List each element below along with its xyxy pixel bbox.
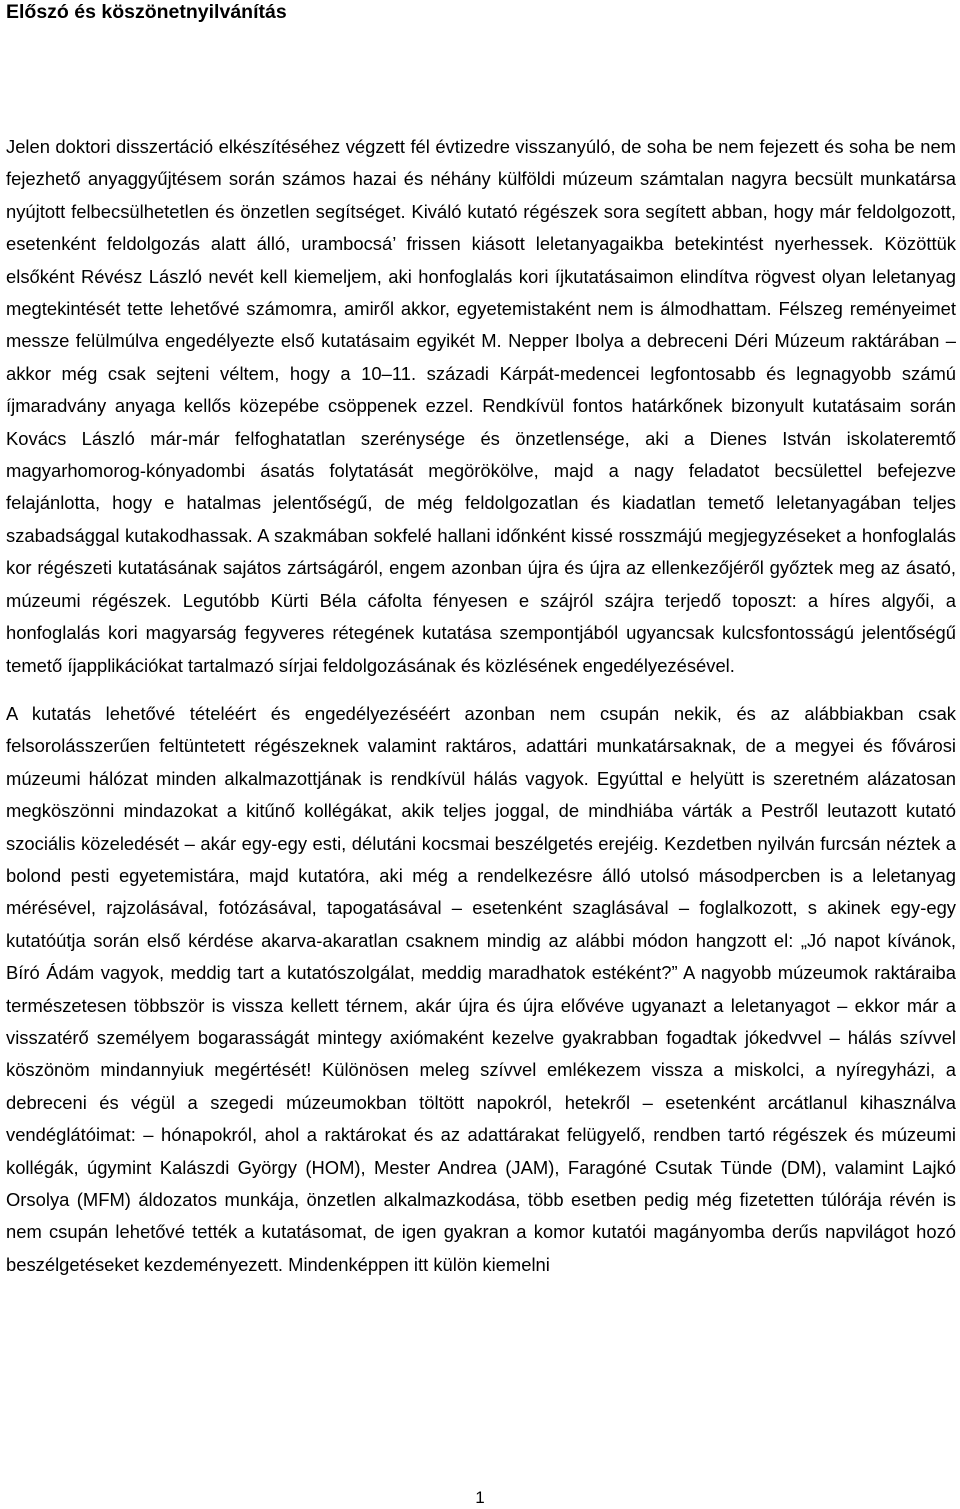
document-page [6, 0, 956, 1281]
paragraph-2: A kutatás lehetővé tételéért és engedélyezéséért azonban nem csupán nekik, és az alábbiakban csak felsorolásszerűen feltüntetett régészeknek valamint raktáros, adattári munkatársaknak, de a megyei és fővárosi múzeumi hálózat minden alkalmazottjának is rendkívül hálás vagyok. Egyúttal e helyütt is szeretném alázatosan megköszönni mindazokat a kitűnő kollégákat, akik teljes joggal, de mindhiába várták a Pestről leutazott kutató szociális közeledését – akár egy-egy esti, délutáni kocsmai beszélgetés erejéig. Kezdetben nyilván furcsán néztek a bolond pesti egyetemistára, majd kutatóra, aki még a rendelkezésre álló utolsó másodpercben is a leletanyag mérésével, rajzolásával, fotózásával, tapogatásával – esetenként szaglásával – foglalkozott, s akinek egy-egy kutatóútja során első kérdése akarva-akaratlan csaknem mindig az alábbi módon hangzott el: „Jó napot kívánok, Bíró Ádám vagyok, meddig tart a kutatószolgálat, meddig maradhatok estéként?” A nagyobb múzeumok raktáraiba természetesen többször is vissza kellett térnem, akár újra és újra elővéve ugyanazt a leletanyagot – ekkor már a visszatérő személyem bogarasságát mintegy axiómaként kezelve gyakrabban fogadtak jókedvvel – hálás szívvel köszönöm mindannyiuk megértését! Különösen meleg szívvel emlékezem vissza a miskolci, a nyíregyházi, a debreceni és végül a szegedi múzeumokban töltött napokról, hetekről – esetenként arcátlanul kihasználva vendéglátóimat: – hónapokról, ahol a raktárokat és az adattárakat felügyelő, rendben tartó régészek és múzeumi kollégák, úgymint Kalászdi György (HOM), Mester Andrea (JAM), Faragóné Csutak Tünde (DM), valamint Lajkó Orsolya (MFM) áldozatos munkája, önzetlen alkalmazkodása, több esetben pedig még fizetetten túlórája révén is nem csupán lehetővé tették a kutatásomat, de igen gyakran a komor kutatói magányomba derűs napvilágot hozó beszélgetéseket kezdeményezett. Mindenképpen itt külön kiemelni [6, 702, 956, 1275]
page-title: Előszó és köszönetnyilvánítás [6, 1, 287, 23]
paragraph-1: Jelen doktori disszertáció elkészítéséhez végzett fél évtizedre visszanyúló, de soha be nem fejezett és soha be nem fejezhető anyaggyűjtésem során számos hazai és néhány külföldi múzeum számtalan nagyra becsült munkatársa nyújtott felbecsülhetetlen és önzetlen segítséget. Kiváló kutató régészek sora segített abban, hogy már feldolgozott, esetenként feldolgozás alatt álló, urambocsá’ frissen kiásott leletanyagaikba betekintést nyerhessek. Közöttük elsőként Révész László nevét kell kiemeljem, aki honfoglalás kori íjkutatásaimon elindítva rögvest olyan leletanyag megtekintését tette lehetővé számomra, amiről akkor, egyetemistaként nem is álmodhattam. Félszeg reményeimet messze felülmúlva engedélyezte első kutatásaim egyikét M. Nepper Ibolya a debreceni Déri Múzeum raktárában – akkor még csak sejteni véltem, hogy a 10–11. századi Kárpát-medencei legfontosabb és legnagyobb számú íjmaradvány anyaga kellős közepébe csöppenek ezzel. Rendkívül fontos határkőnek bizonyult kutatásaim során Kovács László már-már felfoghatatlan szerénysége és önzetlensége, aki a Dienes István iskolateremtő magyarhomorog-kónyadombi ásatás folytatását megörökölve, majd a nagy feladatot becsülettel befejezve felajánlotta, hogy e hatalmas jelentőségű, de még feldolgozatlan és kiadatlan temető leletanyagában teljes szabadsággal kutakodhassak. A szakmában sokfelé hallani időnként kissé rosszmájú megjegyzéseket a honfoglalás kor régészeti kutatásának sajátos zártságáról, engem azonban újra és újra az ellenkezőjéről győztek meg az ásató, múzeumi régészek. Legutóbb Kürti Béla cáfolta fényesen e szájról szájra terjedő toposzt: a híres algyői, a honfoglalás kori magyarság fegyveres rétegének kutatása szempontjából ugyancsak kulcsfontosságú jelentőségű temető íjapplikációkat tartalmazó sírjai feldolgozásának és közlésének engedélyezésével. [6, 136, 956, 676]
page-number: 1 [475, 1488, 485, 1507]
